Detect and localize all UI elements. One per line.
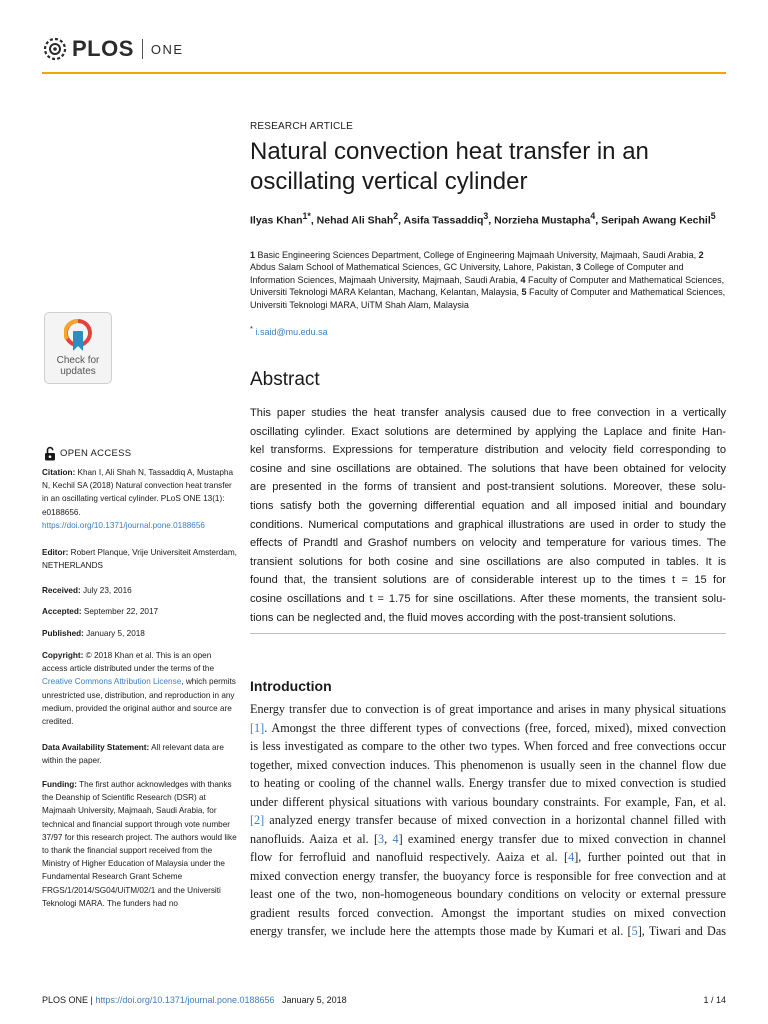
affil-num: 5 — [521, 287, 527, 298]
check-for-updates-badge[interactable] — [44, 312, 112, 384]
intro-line — [250, 811, 726, 830]
abstract-line: transient solutions for both cosine and sine oscillations are also computed in tables. It is — [250, 555, 726, 568]
intro-text: under different physical situations with various boundary constraints. For example, Fan, et al. — [250, 794, 726, 809]
affil-text: Faculty of Computer and Mathematical Sciences, Universiti Teknologi MARA Kelantan, Machang, Kelantan, Malaysia, — [250, 274, 725, 298]
intro-line — [250, 904, 726, 923]
intro-text: analyzed energy transfer because of mixed convection in a horizontal channel filled with — [264, 813, 726, 827]
affil-num: 1 — [250, 250, 256, 260]
intro-line — [250, 885, 726, 904]
published-block — [42, 627, 238, 640]
abstract-line: tions satisfy both the governing differential equation and all imposed initial and boundary — [250, 499, 726, 512]
cc-license-link[interactable]: Creative Commons Attribution License — [42, 677, 182, 687]
article-title-line1: Natural convection heat transfer in an — [250, 138, 649, 165]
reference-link[interactable]: 3 — [378, 831, 385, 846]
accepted-date: September 22, 2017 — [83, 607, 159, 616]
affil-text: College of Computer and Information Sciences, Majmaah University, Majmaah, Saudi Arabia, — [250, 262, 684, 285]
affil-text: Basic Engineering Sciences Department, College of Engineering Majmaah University, Majmaah, Saudi Arabia, — [257, 250, 697, 260]
citation-block — [42, 466, 238, 532]
author-affil-sup: 4 — [590, 211, 596, 221]
abstract-line: cosine and sine oscillations are obtained. The solutions that have been obtained for velocity — [250, 462, 726, 475]
accepted-block — [42, 605, 238, 618]
intro-text: gradient results forced convection. Amongst the important studies on mixed convection — [250, 905, 726, 920]
article-title-line2: oscillating vertical cylinder — [250, 168, 528, 195]
accepted-label: Accepted: — [42, 607, 82, 616]
intro-text: is less investigated as compare to the other two types. When forced and free convections occur — [250, 739, 726, 753]
affil-num: 3 — [576, 262, 582, 273]
abstract-line: are presented in the forms of transient and post-transient solutions. Moreover, these solu- — [250, 481, 726, 494]
copyright-label: Copyright: — [42, 651, 84, 660]
data-availability-label: Data Availability Statement: — [42, 743, 150, 752]
footer-journal: PLOS ONE | — [42, 995, 93, 1005]
check-updates-label — [45, 355, 111, 377]
citation-doi-link[interactable]: https://doi.org/10.1371/journal.pone.0188656 — [42, 520, 205, 530]
affil-text: Abdus Salam School of Mathematical Sciences, GC University, Lahore, Pakistan, — [250, 262, 574, 273]
page-number: 1 / 14 — [703, 995, 726, 1005]
data-availability-text: All relevant data are within the paper. — [42, 743, 224, 766]
intro-line — [250, 700, 726, 719]
intro-text: least one of the two, non-homogeneous boundary conditions on velocity or external pressure — [250, 887, 726, 901]
citation-label: Citation: — [42, 468, 76, 477]
abstract-body — [250, 404, 726, 627]
intro-line — [250, 867, 726, 886]
reference-link[interactable]: 4 — [568, 850, 575, 864]
copyright-text-rest: , which permits unrestricted use, distribution, and reproduction in any medium, provided the original author and source are credited. — [42, 677, 236, 727]
intro-text: mixed convection energy transfer, the buoyancy force is responsible for free convection and at — [250, 868, 726, 883]
abstract-line: conditions. Numerical computations and graphical illustrations are used in order to study the — [250, 518, 726, 531]
funding-label: Funding: — [42, 780, 78, 789]
abstract-line: found that, the transient solutions are of considerable interest up to the times t = 15 for — [250, 574, 726, 587]
intro-line — [250, 793, 726, 812]
corresponding-email — [250, 324, 726, 337]
intro-text: , — [384, 831, 393, 846]
intro-text: flow for ferrofluid and nanofluid respectively. Aaiza et al. [ — [250, 850, 569, 864]
intro-line — [250, 922, 726, 941]
author-name[interactable]: Ilyas Khan — [250, 214, 303, 227]
email-mark: * — [250, 324, 253, 333]
funding-text: The first author acknowledges with thanks the Deanship of Scientific Research (DSR) at Majmaah University, Majmaah, Saudi Arabia, for technical and financial support through vote number 37/97 for this research project. The authors would like to thank the financial support received from the Ministry of Higher Education of Malaysia under the Fundamental Research Grant Scheme FRGS/1/2014/SG04/UiTM/02/1 and the Universiti Teknologi MARA. The funders had no — [42, 780, 237, 908]
reference-link[interactable]: [1] — [250, 720, 265, 735]
introduction-heading: Introduction — [250, 678, 332, 694]
intro-text: ] examined energy transfer due to mixed convection in channel — [398, 831, 727, 846]
author-name[interactable]: Asifa Tassaddiq — [403, 214, 484, 227]
editor-text: Robert Planque, Vrije Universiteit Amsterdam, NETHERLANDS — [42, 548, 237, 571]
abstract-line: effects of Prandtl and Grashof numbers on velocity and temperature for various times. The — [250, 537, 726, 550]
reference-link[interactable]: 5 — [631, 924, 638, 938]
abstract-divider — [250, 633, 726, 634]
author-name[interactable]: Norzieha Mustapha — [494, 214, 591, 227]
check-updates-line1: Check for — [56, 355, 100, 366]
intro-text: nanofluids. Aaiza et al. [ — [250, 831, 379, 846]
citation-text: Khan I, Ali Shah N, Tassaddiq A, Mustapha N, Kechil SA (2018) Natural convection heat transfer in an oscillating vertical cylinder. PLoS ONE 13(1): e0188656. — [42, 468, 233, 517]
intro-text: . Amongst the three different types of convections (free, forced, mixed), mixed convection — [264, 720, 726, 735]
affil-text: Faculty of Computer and Mathematical Sciences, Universiti Teknologi MARA, UiTM Shah Alam, Malaysia — [250, 287, 726, 310]
intro-line — [250, 756, 726, 775]
open-lock-icon — [44, 446, 56, 461]
abstract-line: kel transforms. Expressions for temperature distribution and velocity field corresponding to — [250, 444, 726, 457]
logo-plos-text: PLOS — [72, 36, 134, 61]
intro-text: ], Tiwari and Das — [637, 924, 726, 938]
footer-doi-link[interactable]: https://doi.org/10.1371/journal.pone.0188656 — [95, 995, 275, 1005]
check-updates-icon — [64, 319, 92, 353]
abstract-line: This paper studies the heat transfer analysis caused due to free convection in a vertically — [250, 407, 726, 419]
affil-num: 2 — [698, 250, 704, 260]
reference-link[interactable]: [2] — [250, 813, 265, 827]
intro-line — [250, 848, 726, 867]
intro-line — [250, 737, 726, 756]
intro-line — [250, 774, 726, 793]
received-label: Received: — [42, 586, 81, 595]
intro-text: together, mixed convection induces. This phenomenon is usually seen in the channel flow due — [250, 757, 726, 772]
corresponding-mark: * — [307, 211, 311, 221]
data-availability-block — [42, 741, 238, 767]
affiliations — [250, 249, 726, 311]
article-type: RESEARCH ARTICLE — [250, 121, 354, 132]
abstract-line: oscillating cylinder. Exact solutions are determined by applying the Laplace and finite Han- — [250, 425, 726, 438]
published-label: Published: — [42, 629, 84, 638]
author-name[interactable]: Nehad Ali Shah — [316, 214, 394, 227]
author-affil-sup: 2 — [393, 211, 399, 221]
abstract-line: cosine oscillations and t = 1.75 for sine oscillations. After these moments, the transient solu- — [250, 592, 726, 605]
email-link[interactable]: i.said@mu.edu.sa — [255, 327, 328, 337]
check-updates-line2: updates — [60, 366, 96, 377]
footer-date: January 5, 2018 — [282, 995, 347, 1005]
open-access — [44, 446, 131, 461]
intro-text: Energy transfer due to convection is of great importance and arises in many physical situations — [250, 702, 726, 716]
intro-line — [250, 830, 726, 849]
logo-separator — [142, 39, 143, 59]
published-date: January 5, 2018 — [86, 629, 145, 638]
logo-journal-text: ONE — [150, 41, 184, 57]
plos-one-logo — [42, 34, 184, 64]
intro-text: to heating or cooling of the channel walls. Energy transfer due to mixed convection is studied — [250, 776, 726, 790]
intro-text: ], further pointed out that in — [574, 850, 726, 864]
copyright-block — [42, 649, 238, 728]
author-name[interactable]: Seripah Awang Kechil — [601, 214, 711, 227]
received-date: July 23, 2016 — [82, 586, 132, 595]
editor-block — [42, 546, 238, 572]
author-affil-sup: 1 — [302, 211, 308, 221]
received-block — [42, 584, 238, 597]
reference-link[interactable]: 4 — [392, 831, 399, 846]
article-title — [250, 137, 726, 197]
author-affil-sup: 5 — [710, 211, 716, 221]
intro-text: energy transfer, we include here the attempts those made by Kumari et al. [ — [250, 924, 632, 938]
affil-num: 4 — [520, 274, 526, 285]
open-access-label: OPEN ACCESS — [60, 448, 132, 459]
page-footer — [42, 995, 726, 1005]
intro-line — [250, 719, 726, 738]
abstract-line: tions can be neglected and, the fluid moves according with the post-transient solutions. — [250, 611, 677, 624]
copyright-text: © 2018 Khan et al. This is an open access article distributed under the terms of the — [42, 651, 215, 674]
footer-citation — [42, 995, 347, 1005]
author-list: Ilyas Khan$^{1*}$, Nehad Ali Shah$^2$, Asifa Tassaddiq$^3$, Norzieha Mustapha$^4$, Seripah Awang Kechil$^5$ — [250, 211, 716, 227]
header-rule — [42, 72, 726, 74]
funding-block — [42, 778, 238, 910]
editor-label: Editor: — [42, 548, 69, 557]
author-affil-sup: 3 — [483, 211, 489, 221]
abstract-heading: Abstract — [250, 369, 320, 390]
plos-logo-icon — [42, 36, 68, 62]
introduction-body — [250, 700, 726, 941]
